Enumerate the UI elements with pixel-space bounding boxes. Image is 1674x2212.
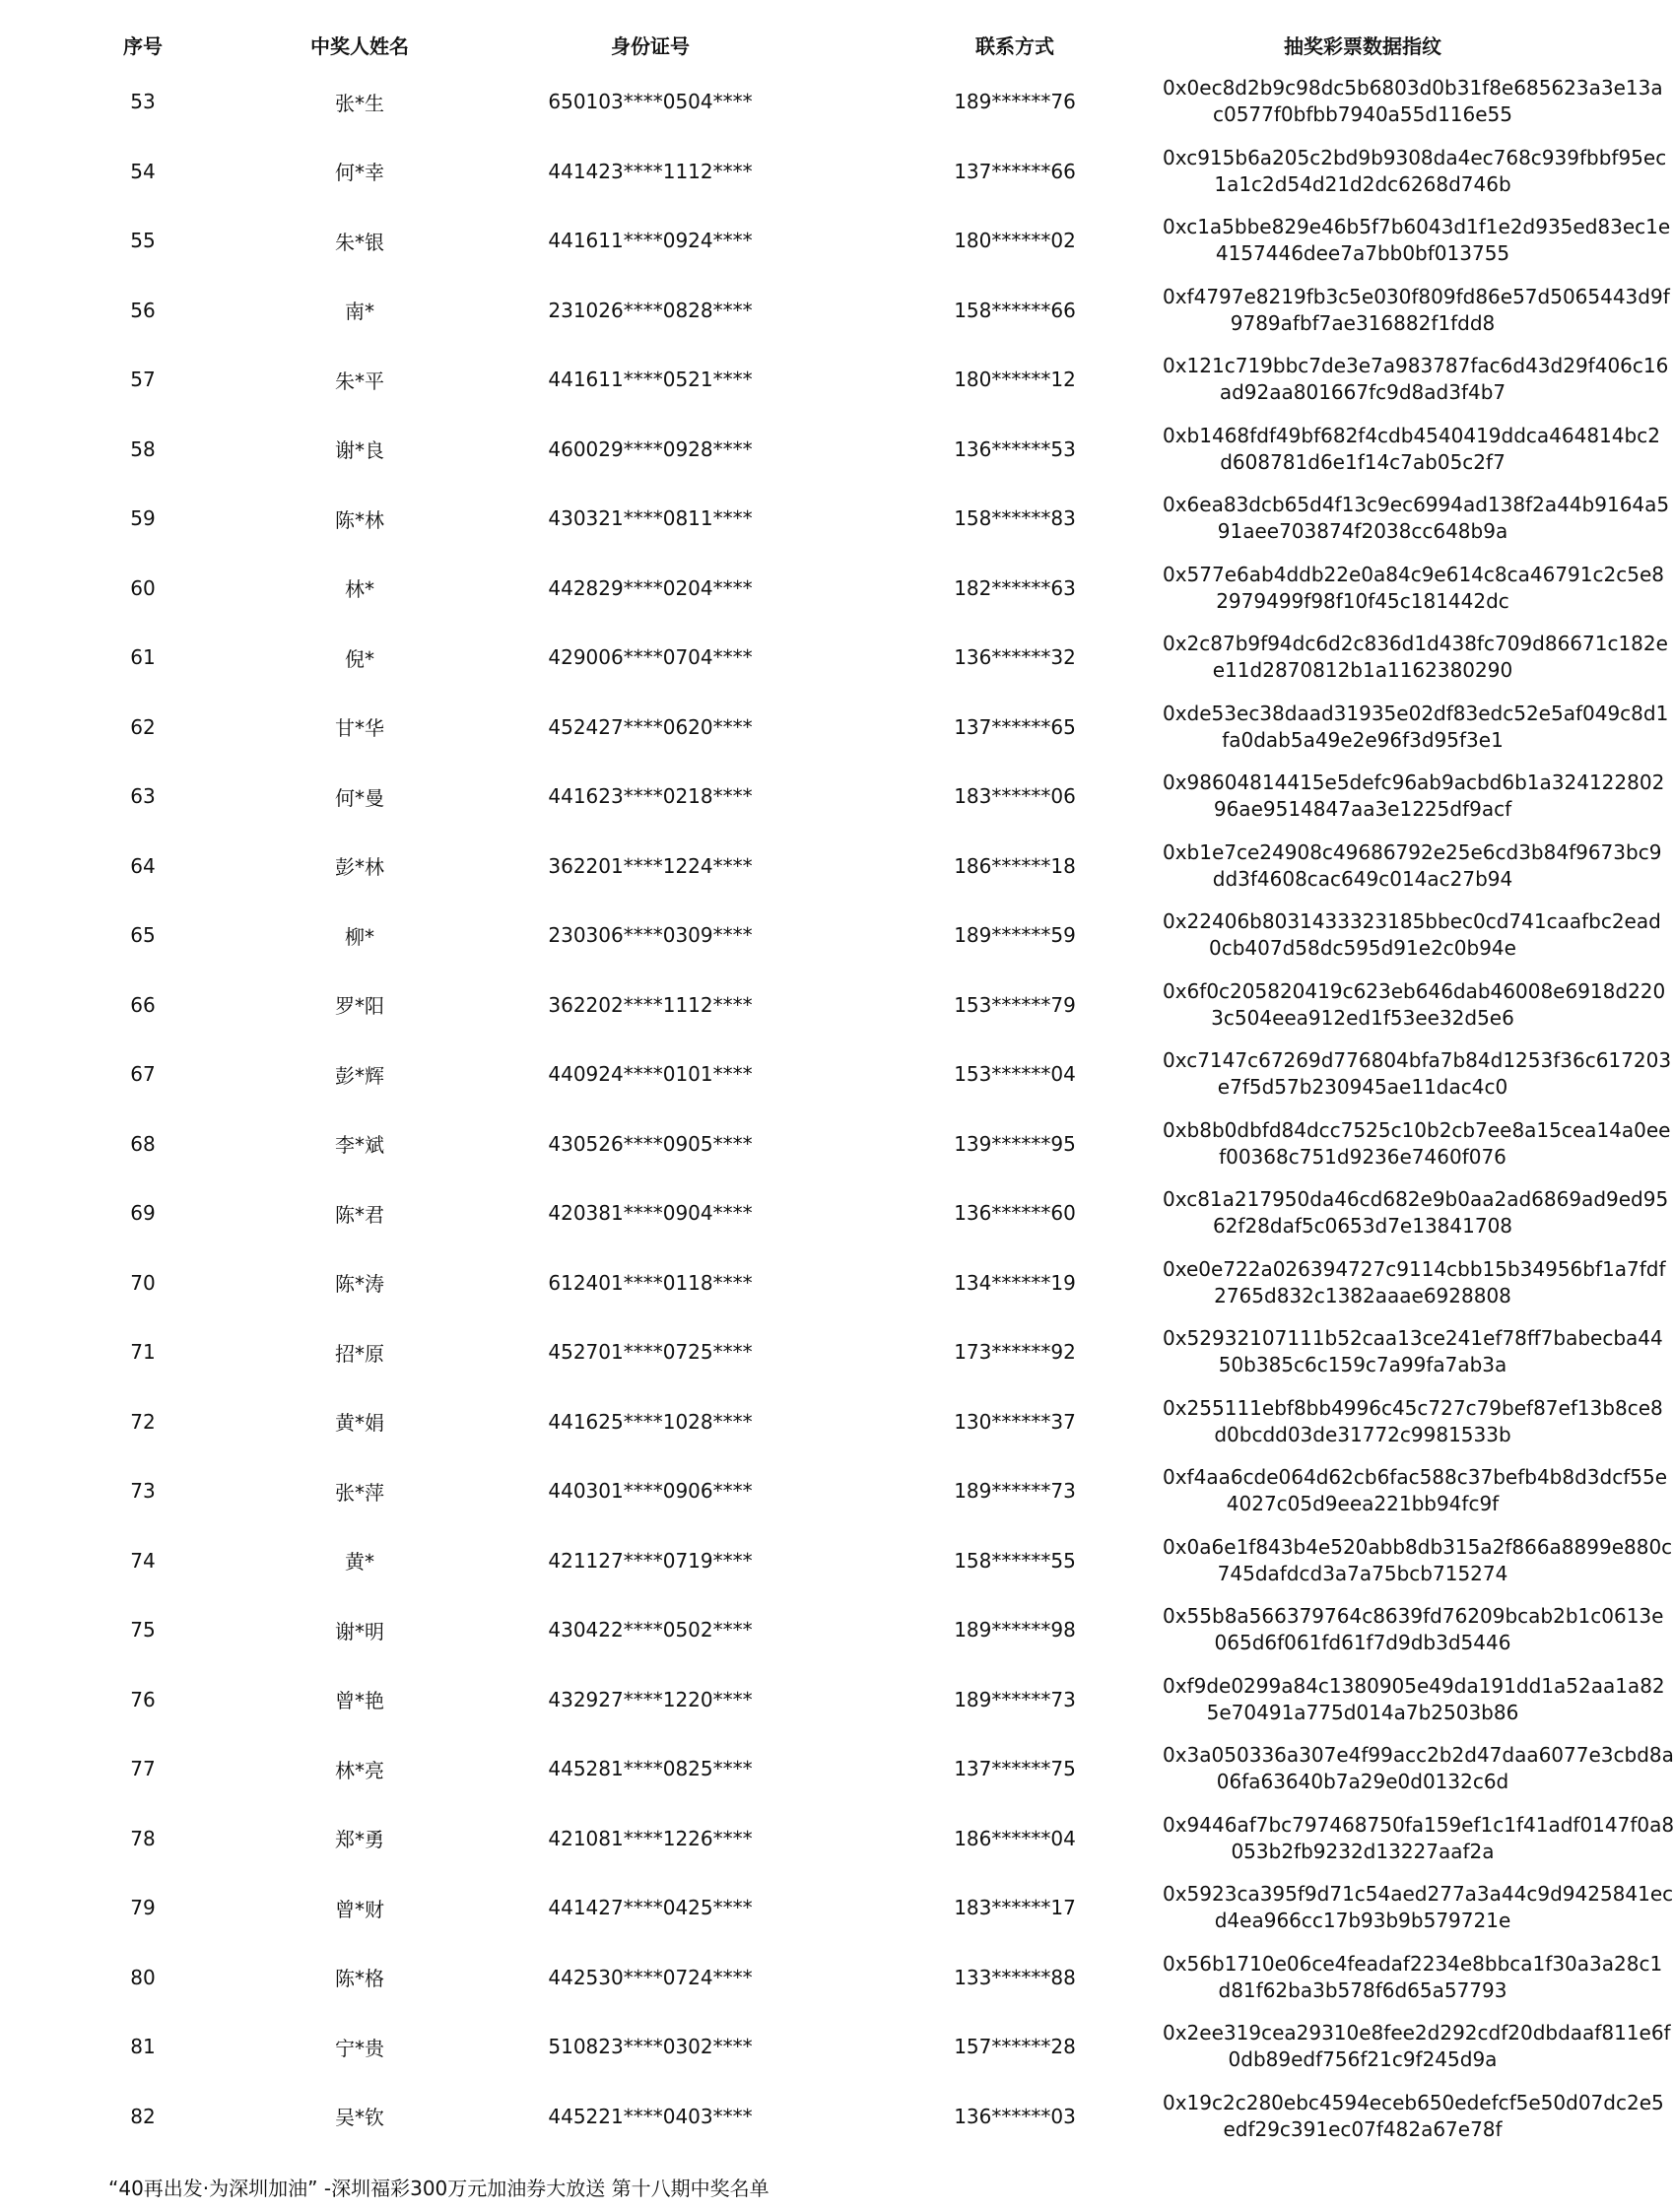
fingerprint-line: 2979499f98f10f45c181442dc — [1216, 588, 1509, 613]
cell-winner-name: 张*萍 — [335, 1480, 384, 1505]
cell-contact: 183******06 — [954, 784, 1076, 809]
cell-serial-number: 53 — [130, 90, 156, 114]
cell-serial-number: 67 — [130, 1062, 156, 1087]
cell-contact: 186******18 — [954, 853, 1076, 878]
cell-id-number: 650103****0504**** — [548, 90, 753, 114]
table-row — [0, 2012, 1563, 2082]
cell-data-fingerprint — [1163, 2012, 1671, 2082]
fingerprint-line: 62f28daf5c0653d7e13841708 — [1212, 1214, 1513, 1239]
cell-id-number: 231026****0828**** — [548, 298, 753, 322]
header-data-fingerprint: 抽奖彩票数据指纹 — [1284, 34, 1441, 58]
cell-serial-number: 70 — [130, 1270, 156, 1295]
cell-contact: 137******66 — [954, 159, 1076, 183]
cell-winner-name: 黄*娟 — [335, 1411, 384, 1436]
cell-contact: 158******83 — [954, 506, 1076, 531]
fingerprint-line: 96ae9514847aa3e1225df9acf — [1213, 797, 1512, 822]
cell-contact: 130******37 — [954, 1409, 1076, 1434]
cell-data-fingerprint — [1163, 901, 1661, 971]
cell-data-fingerprint — [1163, 1248, 1666, 1318]
table-row — [0, 1387, 1563, 1457]
fingerprint-line: 0x2c87b9f94dc6d2c836d1d438fc709d86671c182e — [1163, 632, 1668, 656]
cell-data-fingerprint — [1163, 1109, 1671, 1179]
cell-serial-number: 65 — [130, 923, 156, 948]
table-row — [0, 1804, 1563, 1874]
cell-winner-name: 甘*华 — [335, 716, 384, 741]
table-row — [0, 345, 1563, 415]
cell-data-fingerprint — [1163, 206, 1671, 276]
cell-id-number: 441623****0218**** — [548, 784, 753, 809]
fingerprint-line: 0xc81a217950da46cd682e9b0aa2ad6869ad9ed95 — [1163, 1187, 1669, 1212]
table-row — [0, 67, 1563, 137]
table-body — [0, 67, 1674, 2151]
cell-contact: 186******04 — [954, 1826, 1076, 1850]
table-row — [0, 1317, 1563, 1387]
cell-id-number: 445281****0825**** — [548, 1757, 753, 1781]
table-row — [0, 1178, 1563, 1248]
cell-data-fingerprint — [1163, 1456, 1667, 1526]
cell-winner-name: 陈*君 — [335, 1202, 384, 1227]
header-winner-name: 中奖人姓名 — [310, 34, 409, 58]
cell-winner-name: 朱*银 — [335, 230, 384, 254]
cell-winner-name: 谢*明 — [335, 1619, 384, 1643]
cell-contact: 157******28 — [954, 2035, 1076, 2059]
cell-data-fingerprint — [1163, 1317, 1663, 1387]
cell-id-number: 452427****0620**** — [548, 714, 753, 739]
cell-serial-number: 82 — [130, 2104, 156, 2128]
cell-data-fingerprint — [1163, 554, 1664, 624]
fingerprint-line: 4157446dee7a7bb0bf013755 — [1215, 241, 1510, 266]
cell-data-fingerprint — [1163, 971, 1666, 1040]
cell-serial-number: 58 — [130, 436, 156, 461]
cell-contact: 158******55 — [954, 1548, 1076, 1573]
cell-contact: 189******98 — [954, 1618, 1076, 1642]
fingerprint-line: 9789afbf7ae316882f1fdd8 — [1230, 310, 1496, 335]
cell-serial-number: 61 — [130, 645, 156, 670]
table-row — [0, 137, 1563, 207]
fingerprint-line: edf29c391ec07f482a67e78f — [1223, 2116, 1503, 2141]
cell-serial-number: 74 — [130, 1548, 156, 1573]
cell-serial-number: 71 — [130, 1340, 156, 1365]
table-row — [0, 1873, 1563, 1943]
fingerprint-line: dd3f4608cac649c014ac27b94 — [1212, 866, 1513, 891]
fingerprint-line: 06fa63640b7a29e0d0132c6d — [1216, 1770, 1509, 1794]
cell-serial-number: 80 — [130, 1965, 156, 1989]
cell-id-number: 612401****0118**** — [548, 1270, 753, 1295]
fingerprint-line: e11d2870812b1a1162380290 — [1212, 658, 1513, 683]
fingerprint-line: 0db89edf756f21c9f245d9a — [1228, 2047, 1498, 2072]
cell-serial-number: 72 — [130, 1409, 156, 1434]
fingerprint-line: 0xb1468fdf49bf682f4cdb4540419ddca464814bc2 — [1163, 423, 1660, 447]
fingerprint-line: 0x9446af7bc797468750fa159ef1c1f41adf0147f0a8 — [1163, 1812, 1674, 1837]
cell-winner-name: 张*生 — [335, 91, 384, 115]
table-row — [0, 762, 1563, 832]
cell-contact: 173******92 — [954, 1340, 1076, 1365]
cell-id-number: 510823****0302**** — [548, 2035, 753, 2059]
fingerprint-line: 0cb407d58dc595d91e2c0b94e — [1209, 936, 1516, 961]
fingerprint-line: 0x6f0c205820419c623eb646dab46008e6918d220 — [1163, 978, 1666, 1003]
cell-winner-name: 倪* — [345, 646, 374, 671]
table-row — [0, 832, 1563, 902]
cell-data-fingerprint — [1163, 484, 1670, 554]
cell-contact: 136******03 — [954, 2104, 1076, 2128]
cell-winner-name: 彭*辉 — [335, 1063, 384, 1088]
cell-contact: 182******63 — [954, 575, 1076, 600]
cell-data-fingerprint — [1163, 67, 1663, 137]
table-row — [0, 693, 1563, 763]
cell-serial-number: 66 — [130, 992, 156, 1017]
cell-winner-name: 招*原 — [335, 1341, 384, 1366]
cell-data-fingerprint — [1163, 1387, 1663, 1457]
cell-contact: 137******75 — [954, 1757, 1076, 1781]
cell-serial-number: 56 — [130, 298, 156, 322]
fingerprint-line: e7f5d57b230945ae11dac4c0 — [1217, 1075, 1508, 1100]
cell-id-number: 442530****0724**** — [548, 1965, 753, 1989]
header-serial-number: 序号 — [123, 34, 163, 58]
cell-contact: 133******88 — [954, 1965, 1076, 1989]
cell-id-number: 460029****0928**** — [548, 436, 753, 461]
cell-contact: 137******65 — [954, 714, 1076, 739]
fingerprint-line: 0xc915b6a205c2bd9b9308da4ec768c939fbbf95ec — [1163, 145, 1667, 169]
fingerprint-line: f00368c751d9236e7460f076 — [1219, 1144, 1507, 1169]
cell-contact: 189******73 — [954, 1687, 1076, 1711]
cell-id-number: 441611****0924**** — [548, 229, 753, 253]
cell-winner-name: 柳* — [345, 924, 374, 949]
fingerprint-line: 0x52932107111b52caa13ce241ef78ff7babecba44 — [1163, 1326, 1663, 1351]
table-row — [0, 1526, 1563, 1596]
fingerprint-line: 91aee703874f2038cc648b9a — [1217, 519, 1508, 544]
cell-winner-name: 吴*钦 — [335, 2106, 384, 2130]
cell-winner-name: 曾*艳 — [335, 1689, 384, 1713]
cell-id-number: 430526****0905**** — [548, 1131, 753, 1156]
cell-id-number: 362202****1112**** — [548, 992, 753, 1017]
cell-winner-name: 何*幸 — [335, 161, 384, 185]
cell-data-fingerprint — [1163, 415, 1660, 485]
cell-data-fingerprint — [1163, 1873, 1674, 1943]
fingerprint-line: 0x255111ebf8bb4996c45c727c79bef87ef13b8ce8 — [1163, 1395, 1663, 1420]
cell-serial-number: 79 — [130, 1896, 156, 1920]
cell-winner-name: 朱*平 — [335, 369, 384, 393]
table-row — [0, 1109, 1563, 1179]
fingerprint-line: 0xf4797e8219fb3c5e030f809fd86e57d5065443d9f — [1163, 284, 1670, 308]
cell-serial-number: 60 — [130, 575, 156, 600]
fingerprint-line: 0x577e6ab4ddb22e0a84c9e614c8ca46791c2c5e8 — [1163, 562, 1664, 586]
cell-id-number: 441427****0425**** — [548, 1896, 753, 1920]
fingerprint-line: 1a1c2d54d21d2dc6268d746b — [1214, 171, 1511, 196]
table-row — [0, 206, 1563, 276]
cell-id-number: 429006****0704**** — [548, 645, 753, 670]
fingerprint-line: 053b2fb9232d13227aaf2a — [1231, 1839, 1495, 1863]
cell-serial-number: 57 — [130, 368, 156, 392]
cell-id-number: 441611****0521**** — [548, 368, 753, 392]
cell-data-fingerprint — [1163, 1665, 1665, 1735]
cell-contact: 180******12 — [954, 368, 1076, 392]
table-row — [0, 971, 1563, 1040]
cell-contact: 134******19 — [954, 1270, 1076, 1295]
fingerprint-line: 0xb1e7ce24908c49686792e25e6cd3b84f9673bc9 — [1163, 839, 1662, 864]
table-row — [0, 1595, 1563, 1665]
fingerprint-line: 0x0ec8d2b9c98dc5b6803d0b31f8e685623a3e13a — [1163, 76, 1663, 101]
fingerprint-line: 0xb8b0dbfd84dcc7525c10b2cb7ee8a15cea14a0ee — [1163, 1117, 1671, 1142]
cell-id-number: 452701****0725**** — [548, 1340, 753, 1365]
cell-data-fingerprint — [1163, 1734, 1674, 1804]
header-contact: 联系方式 — [975, 34, 1054, 58]
cell-serial-number: 81 — [130, 2035, 156, 2059]
cell-id-number: 442829****0204**** — [548, 575, 753, 600]
table-row — [0, 554, 1563, 624]
fingerprint-line: 4027c05d9eea221bb94fc9f — [1226, 1492, 1500, 1516]
fingerprint-line: 0xf9de0299a84c1380905e49da191dd1a52aa1a82 — [1163, 1673, 1665, 1698]
cell-id-number: 440924****0101**** — [548, 1062, 753, 1087]
cell-serial-number: 64 — [130, 853, 156, 878]
cell-data-fingerprint — [1163, 1595, 1664, 1665]
cell-winner-name: 陈*涛 — [335, 1272, 384, 1297]
fingerprint-line: 50b385c6c159c7a99fa7ab3a — [1218, 1353, 1507, 1377]
cell-winner-name: 何*曼 — [335, 785, 384, 810]
cell-contact: 139******95 — [954, 1131, 1076, 1156]
fingerprint-line: 0xde53ec38daad31935e02df83edc52e5af049c8d1 — [1163, 701, 1669, 725]
table-row — [0, 1039, 1563, 1109]
cell-serial-number: 54 — [130, 159, 156, 183]
cell-data-fingerprint — [1163, 1039, 1672, 1109]
table-row — [0, 2082, 1563, 2152]
fingerprint-line: ad92aa801667fc9d8ad3f4b7 — [1219, 380, 1507, 405]
cell-data-fingerprint — [1163, 345, 1669, 415]
cell-winner-name: 宁*贵 — [335, 2036, 384, 2060]
cell-id-number: 432927****1220**** — [548, 1687, 753, 1711]
fingerprint-line: 0xf4aa6cde064d62cb6fac588c37befb4b8d3dcf55e — [1163, 1465, 1667, 1490]
fingerprint-line: d81f62ba3b578f6d65a57793 — [1218, 1977, 1507, 2002]
header-id-number: 身份证号 — [611, 34, 690, 58]
cell-serial-number: 68 — [130, 1131, 156, 1156]
fingerprint-line: 5e70491a775d014a7b2503b86 — [1206, 1700, 1519, 1724]
cell-contact: 189******59 — [954, 923, 1076, 948]
fingerprint-line: d0bcdd03de31772c9981533b — [1214, 1422, 1511, 1446]
fingerprint-line: 0xc7147c67269d776804bfa7b84d1253f36c617203 — [1163, 1048, 1672, 1073]
winner-table — [0, 22, 1674, 2151]
cell-contact: 183******17 — [954, 1896, 1076, 1920]
fingerprint-line: 065d6f061fd61f7d9db3d5446 — [1214, 1631, 1511, 1655]
cell-winner-name: 彭*林 — [335, 855, 384, 880]
cell-id-number: 445221****0403**** — [548, 2104, 753, 2128]
cell-contact: 153******04 — [954, 1062, 1076, 1087]
cell-data-fingerprint — [1163, 1178, 1669, 1248]
fingerprint-line: 3c504eea912ed1f53ee32d5e6 — [1211, 1005, 1514, 1030]
cell-serial-number: 55 — [130, 229, 156, 253]
cell-id-number: 441625****1028**** — [548, 1409, 753, 1434]
fingerprint-line: 0x121c719bbc7de3e7a983787fac6d43d29f406c16 — [1163, 354, 1669, 378]
cell-winner-name: 陈*林 — [335, 507, 384, 532]
cell-winner-name: 黄* — [345, 1550, 374, 1575]
fingerprint-line: 0x6ea83dcb65d4f13c9ec6994ad138f2a44b9164a5 — [1163, 493, 1670, 517]
table-row — [0, 1456, 1563, 1526]
cell-serial-number: 59 — [130, 506, 156, 531]
table-row — [0, 1943, 1563, 2013]
fingerprint-line: fa0dab5a49e2e96f3d95f3e1 — [1222, 727, 1504, 752]
fingerprint-line: 0x2ee319cea29310e8fee2d292cdf20dbdaaf811e6f — [1163, 2021, 1671, 2045]
fingerprint-line: 0x3a050336a307e4f99acc2b2d47daa6077e3cbd8a — [1163, 1743, 1674, 1768]
fingerprint-line: d4ea966cc17b93b9b579721e — [1214, 1909, 1511, 1933]
table-row — [0, 1734, 1563, 1804]
cell-serial-number: 73 — [130, 1479, 156, 1504]
cell-data-fingerprint — [1163, 137, 1667, 207]
fingerprint-line: 0x98604814415e5defc96ab9acbd6b1a324122802 — [1163, 771, 1665, 795]
cell-winner-name: 曾*财 — [335, 1897, 384, 1921]
fingerprint-line: 0x19c2c280ebc4594eceb650edefcf5e50d07dc2e5 — [1163, 2090, 1664, 2114]
cell-data-fingerprint — [1163, 762, 1665, 832]
cell-id-number: 441423****1112**** — [548, 159, 753, 183]
fingerprint-line: 2765d832c1382aaae6928808 — [1214, 1283, 1511, 1307]
cell-serial-number: 76 — [130, 1687, 156, 1711]
cell-id-number: 430422****0502**** — [548, 1618, 753, 1642]
cell-data-fingerprint — [1163, 623, 1668, 693]
fingerprint-line: 0xe0e722a026394727c9114cbb15b34956bf1a7fdf — [1163, 1256, 1666, 1281]
table-header-row — [0, 22, 1563, 67]
fingerprint-line: 0x0a6e1f843b4e520abb8db315a2f866a8899e880c — [1163, 1534, 1673, 1559]
fingerprint-line: d608781d6e1f14c7ab05c2f7 — [1220, 449, 1506, 474]
table-row — [0, 623, 1563, 693]
cell-id-number: 420381****0904**** — [548, 1201, 753, 1226]
cell-contact: 180******02 — [954, 229, 1076, 253]
table-row — [0, 415, 1563, 485]
cell-data-fingerprint — [1163, 832, 1662, 902]
cell-winner-name: 李*斌 — [335, 1133, 384, 1158]
fingerprint-line: 745dafdcd3a7a75bcb715274 — [1217, 1561, 1508, 1585]
cell-serial-number: 62 — [130, 714, 156, 739]
fingerprint-line: c0577f0bfbb7940a55d116e55 — [1212, 102, 1512, 127]
cell-contact: 136******60 — [954, 1201, 1076, 1226]
cell-contact: 136******53 — [954, 436, 1076, 461]
cell-id-number: 440301****0906**** — [548, 1479, 753, 1504]
table-row — [0, 276, 1563, 346]
cell-data-fingerprint — [1163, 2082, 1664, 2152]
cell-contact: 189******76 — [954, 90, 1076, 114]
cell-winner-name: 陈*格 — [335, 1967, 384, 1991]
cell-winner-name: 南* — [345, 300, 374, 324]
cell-data-fingerprint — [1163, 276, 1670, 346]
cell-data-fingerprint — [1163, 693, 1669, 763]
cell-id-number: 421081****1226**** — [548, 1826, 753, 1850]
cell-serial-number: 78 — [130, 1826, 156, 1850]
cell-winner-name: 郑*勇 — [335, 1828, 384, 1852]
fingerprint-line: 0x5923ca395f9d71c54aed277a3a44c9d9425841ec — [1163, 1882, 1674, 1907]
cell-data-fingerprint — [1163, 1943, 1663, 2013]
cell-serial-number: 63 — [130, 784, 156, 809]
cell-serial-number: 77 — [130, 1757, 156, 1781]
table-row — [0, 484, 1563, 554]
fingerprint-line: 0xc1a5bbe829e46b5f7b6043d1f1e2d935ed83ec1e — [1163, 215, 1671, 239]
cell-data-fingerprint — [1163, 1526, 1673, 1596]
cell-serial-number: 69 — [130, 1201, 156, 1226]
cell-id-number: 421127****0719**** — [548, 1548, 753, 1573]
cell-data-fingerprint — [1163, 1804, 1674, 1874]
cell-id-number: 362201****1224**** — [548, 853, 753, 878]
cell-contact: 153******79 — [954, 992, 1076, 1017]
cell-winner-name: 罗*阳 — [335, 994, 384, 1019]
table-row — [0, 1665, 1563, 1735]
cell-winner-name: 谢*良 — [335, 438, 384, 463]
cell-winner-name: 林*亮 — [335, 1758, 384, 1782]
table-row — [0, 901, 1563, 971]
table-row — [0, 1248, 1563, 1318]
fingerprint-line: 0x22406b8031433323185bbec0cd741caafbc2ead — [1163, 909, 1661, 934]
cell-contact: 136******32 — [954, 645, 1076, 670]
cell-id-number: 230306****0309**** — [548, 923, 753, 948]
cell-contact: 158******66 — [954, 298, 1076, 322]
fingerprint-line: 0x55b8a566379764c8639fd76209bcab2b1c0613e — [1163, 1604, 1664, 1629]
cell-contact: 189******73 — [954, 1479, 1076, 1504]
cell-id-number: 430321****0811**** — [548, 506, 753, 531]
document-footer: “40再出发·为深圳加油” -深圳福彩300万元加油券大放送 第十八期中奖名单 — [108, 2177, 770, 2200]
cell-serial-number: 75 — [130, 1618, 156, 1642]
cell-winner-name: 林* — [345, 577, 374, 602]
fingerprint-line: 0x56b1710e06ce4feadaf2234e8bbca1f30a3a28c1 — [1163, 1951, 1663, 1976]
